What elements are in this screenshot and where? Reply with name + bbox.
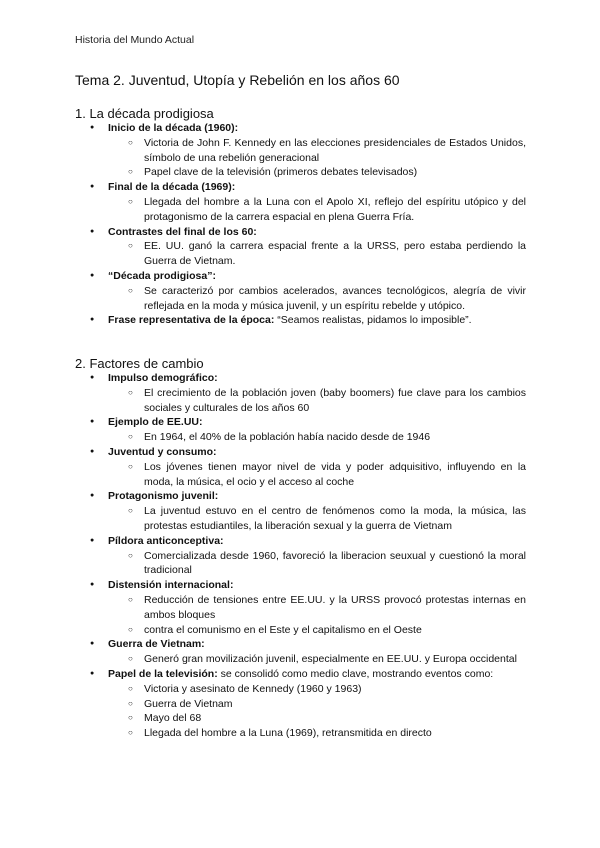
list-item: ● Protagonismo juvenil:: [0, 489, 526, 504]
list-item: ● Frase representativa de la época: “Seamos realistas, pidamos lo imposible”.: [0, 313, 526, 328]
list-item: ● Píldora anticonceptiva:: [0, 534, 526, 549]
list-item: ● Juventud y consumo:: [0, 445, 526, 460]
sub-list-item: ○ Victoria de John F. Kennedy en las elecciones presidenciales de Estados Unidos, símbolo de una rebelión generacional: [0, 136, 526, 166]
running-header: Historia del Mundo Actual: [75, 34, 195, 46]
section-1-list: [0, 121, 600, 328]
sub-list-item: ○ Se caracterizó por cambios acelerados, avances tecnológicos, alegría de vivir reflejada en la moda y música juvenil, y un espíritu rebelde y utópico.: [0, 284, 526, 314]
list-item: ● Impulso demográfico:: [0, 371, 526, 386]
list-item: ● Ejemplo de EE.UU:: [0, 415, 526, 430]
sub-list-item: ○ En 1964, el 40% de la población había nacido desde de 1946: [0, 430, 526, 445]
sub-list-item: ○ Llegada del hombre a la Luna con el Apolo XI, reflejo del espíritu utópico y del protagonismo de la carrera espacial en plena Guerra Fría.: [0, 195, 526, 225]
sub-list-item: ○ Papel clave de la televisión (primeros debates televisados): [0, 165, 526, 180]
sub-list-item: ○ Mayo del 68: [0, 711, 526, 726]
sub-list-item: ○ Victoria y asesinato de Kennedy (1960 y 1963): [0, 682, 526, 697]
sub-list-item: ○ La juventud estuvo en el centro de fenómenos como la moda, la música, las protestas estudiantiles, la liberación sexual y la guerra de Vietnam: [0, 504, 526, 534]
sub-list-item: ○ Los jóvenes tienen mayor nivel de vida y poder adquisitivo, influyendo en la moda, la música, el ocio y el acceso al coche: [0, 460, 526, 490]
list-item: ● Final de la década (1969):: [0, 180, 526, 195]
sub-list-item: ○ EE. UU. ganó la carrera espacial frente a la URSS, pero estaba perdiendo la Guerra de Vietnam.: [0, 239, 526, 269]
section-heading-2: 2. Factores de cambio: [75, 356, 204, 371]
list-item: ● Guerra de Vietnam:: [0, 637, 526, 652]
page-title: Tema 2. Juventud, Utopía y Rebelión en los años 60: [75, 72, 400, 88]
list-item-text: “Seamos realistas, pidamos lo imposible”.: [277, 314, 472, 327]
sub-list-item: ○ El crecimiento de la población joven (baby boomers) fue clave para los cambios sociales y culturales de los años 60: [0, 386, 526, 416]
sub-list-item: ○ Llegada del hombre a la Luna (1969), retransmitida en directo: [0, 726, 526, 741]
list-item-text: se consolidó como medio clave, mostrando eventos como:: [220, 667, 494, 680]
list-item: ● Distensión internacional:: [0, 578, 526, 593]
list-item: ● “Década prodigiosa”:: [0, 269, 526, 284]
section-heading-1: 1. La década prodigiosa: [75, 106, 214, 121]
sub-list-item: ○ contra el comunismo en el Este y el capitalismo en el Oeste: [0, 623, 526, 638]
list-item: ● Papel de la televisión: se consolidó como medio clave, mostrando eventos como:: [0, 667, 526, 682]
list-item: ● Inicio de la década (1960):: [0, 121, 526, 136]
list-item: ● Contrastes del final de los 60:: [0, 225, 526, 240]
section-2-list: [0, 371, 600, 741]
sub-list-item: ○ Guerra de Vietnam: [0, 697, 526, 712]
sub-list-item: ○ Reducción de tensiones entre EE.UU. y la URSS provocó protestas internas en ambos bloques: [0, 593, 526, 623]
sub-list-item: ○ Comercializada desde 1960, favoreció la liberacion seuxual y cuestionó la moral tradicional: [0, 549, 526, 579]
sub-list-item: ○ Generó gran movilización juvenil, especialmente en EE.UU. y Europa occidental: [0, 652, 526, 667]
